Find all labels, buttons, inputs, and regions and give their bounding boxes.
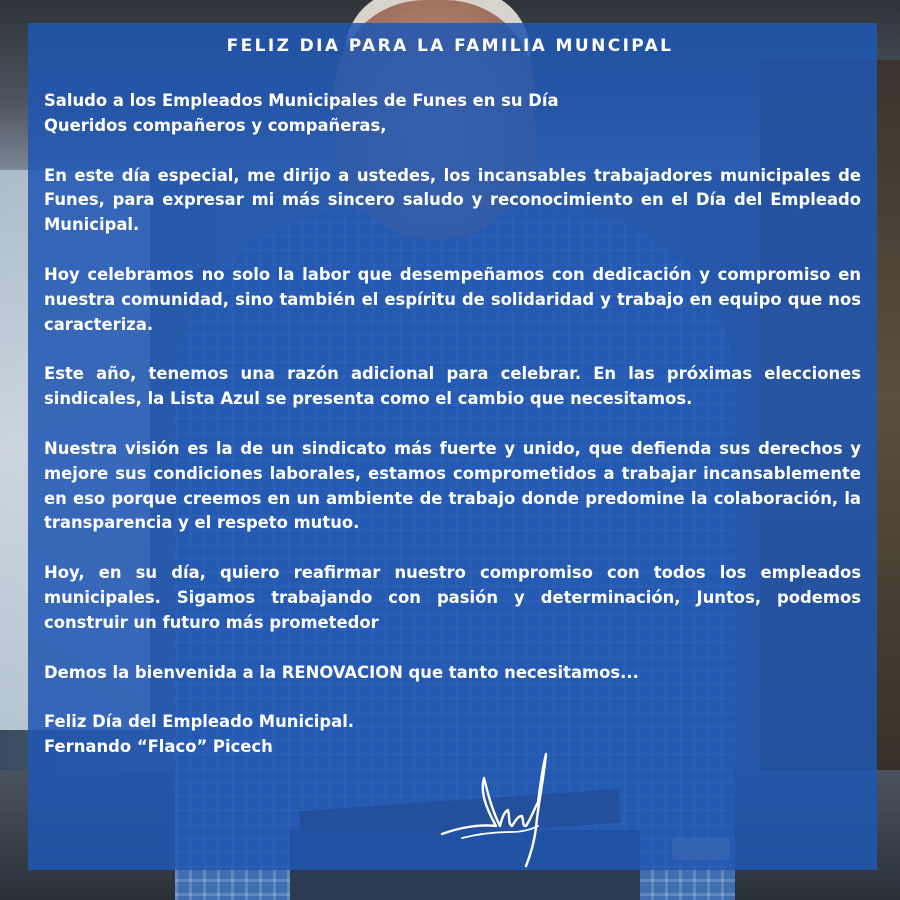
letter-paragraph: Hoy, en su día, quiero reafirmar nuestro compromiso con todos los empleados municipales. Sigamos trabajando con pasión y determinación, Juntos, podemos construir un futuro más prometedor xyxy=(44,563,861,632)
greeting-line-1: Saludo a los Empleados Municipales de Funes en su Día xyxy=(44,91,559,110)
letter-paragraph: Nuestra visión es la de un sindicato más fuerte y unido, que defienda sus derechos y mejore sus condiciones laborales, estamos comprometidos a trabajar incansablemente en eso porque creemos en un ambiente de trabajo donde predomine la colaboración, la transparencia y el respeto mutuo. xyxy=(44,438,861,533)
poster-headline: FELIZ DIA PARA LA FAMILIA MUNCIPAL xyxy=(226,36,674,56)
letter-body xyxy=(44,89,861,760)
signer-name: Fernando “Flaco” Picech xyxy=(44,737,273,757)
closing-line-1: Feliz Día del Empleado Municipal. xyxy=(44,712,355,732)
letter-paragraph: Este año, tenemos una razón adicional para celebrar. En las próximas elecciones sindicales, la Lista Azul se presenta como el cambio que necesitamos. xyxy=(44,364,861,409)
letter-paragraph: Hoy celebramos no solo la labor que desempeñamos con dedicación y compromiso en nuestra comunidad, sino también el espíritu de solidaridad y trabajo en equipo que nos caracteriza. xyxy=(44,264,861,334)
letter-paragraph: Demos la bienvenida a la RENOVACION que tanto necesitamos... xyxy=(44,662,639,682)
handwritten-signature xyxy=(438,748,558,868)
letter-paragraph: En este día especial, me dirijo a ustedes, los incansables trabajadores municipales de Funes, para expresar mi más sincero saludo y reconocimiento en el Día del Empleado Municipal. xyxy=(44,165,861,235)
letter-greeting xyxy=(44,89,861,139)
greeting-line-2: Queridos compañeros y compañeras, xyxy=(44,115,387,135)
